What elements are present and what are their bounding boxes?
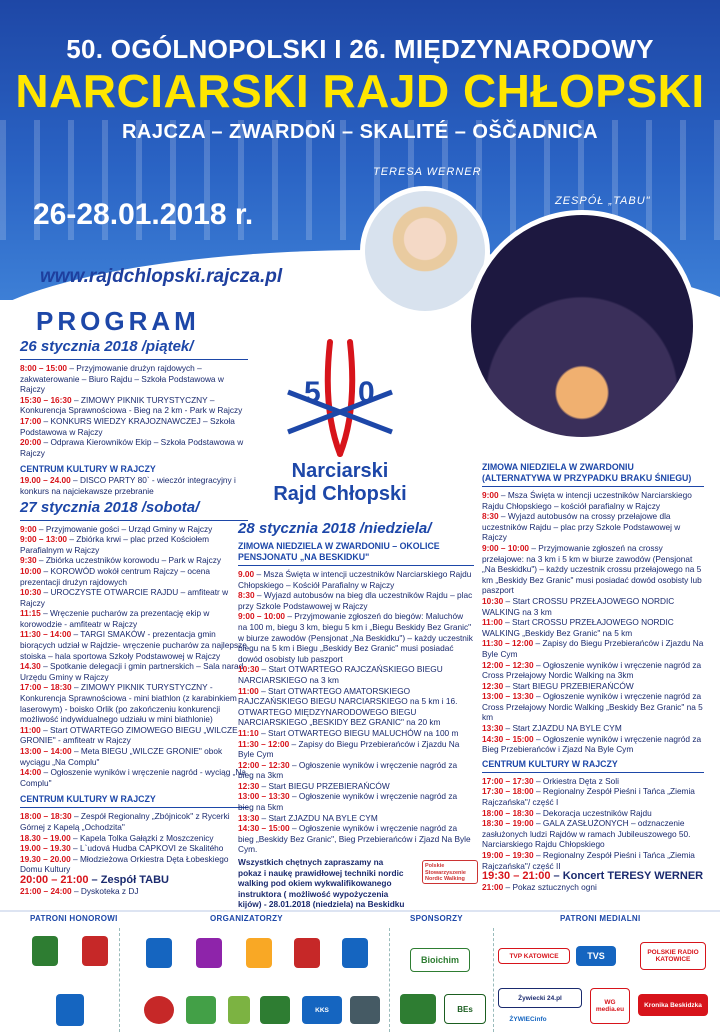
schedule-time: 19:00 – 19:30: [482, 850, 534, 860]
powiat-zywiecki-emblem-icon: [246, 938, 272, 968]
route-line: RAJCZA – ZWARDOŃ – SKALITÉ – OŠČADNICA: [121, 121, 599, 143]
schedule-item: [20, 682, 248, 724]
schedule-text: – Ogłoszenie wyników i wręczenie nagród za Cross Przełajowy Nordic Walking „Beskidy Bez Granic" na 5 km: [482, 691, 703, 723]
tabu-band-photo: [466, 210, 698, 442]
organizers-heading: ORGANIZATORZY: [210, 914, 283, 923]
schedule-time: 12:00 – 12:30: [238, 759, 290, 770]
schedule-item: [482, 596, 704, 617]
tvp-katowice-logo: TVP KATOWICE: [498, 948, 570, 964]
schedule-item: [482, 511, 704, 543]
schedule-item: [20, 725, 248, 746]
organizer-badge-icon: [144, 996, 174, 1024]
teresa-label: TERESA WERNER: [373, 166, 482, 178]
schedule-time: 19.00 – 19.30: [20, 843, 71, 854]
schedule-text: – UROCZYSTE OTWARCIE RAJDU – amfiteatr w Rajczy: [20, 587, 229, 608]
schedule-text: – Meta BIEGU „WILCZE GRONIE" obok wyciągu „Na Complu": [20, 746, 223, 767]
schedule-text: – Regionalny Zespół Pieśni i Tańca „Ziemia Rajczańska"/ część II: [482, 850, 695, 871]
schedule-text: – L`udová Hudba CAPKOVI ze Skalitého: [70, 843, 224, 854]
gok-logo-icon: [196, 938, 222, 968]
schedule-time: 9:30: [20, 555, 37, 566]
schedule-item: [20, 566, 248, 587]
schedule-time: 9:00: [20, 523, 37, 534]
schedule-time: 9:00: [482, 490, 499, 500]
schedule-text: – Ogłoszenie wyników i wręczenie nagród za bieg „Beskidy Bez Granic", Bieg Przebierańców i Zjazd Na Byle Cym.: [238, 823, 471, 855]
zywiecki24-logo: Żywiecki 24.pl: [498, 988, 582, 1008]
schedule-item: [482, 490, 704, 511]
schedule-time: 18.30 – 19.00: [20, 832, 71, 843]
schedule-time: 15:30 – 16:30: [20, 394, 72, 405]
tabu-entry: 20:00 – 21:00 – Zespół TABU: [20, 873, 169, 886]
schedule-text: – Spotkanie delegacji i gmin partnerskich – Sala narad Urzędu Gminy w Rajczy: [20, 661, 244, 682]
schedule-text: – Start OTWARTEGO ZIMOWEGO BIEGU „WILCZE GRONIE" - amfiteatr w Rajczy: [20, 724, 238, 746]
ck-heading-1: CENTRUM KULTURY W RAJCZY: [20, 464, 156, 475]
sodr-logo-icon: [260, 996, 290, 1024]
schedule-time: 14.30: [20, 661, 41, 672]
schedule-text: – Wyjazd autobusów na bieg dla uczestników Rajdu – plac przy Szkole Podstawowej w Rajczy: [238, 590, 473, 611]
schedule-time: 9:00 – 13:00: [20, 534, 68, 545]
logo-digit-5: 5: [304, 376, 321, 409]
schedule-text: – GALA ZASŁUŻONYCH – odznaczenie zasłużonych ludzi Rajdów w ramach Jubileuszowego 50. Narciarskiego Rajdu Chłopskiego: [482, 818, 691, 850]
day-friday: 26 stycznia 2018 /piątek/: [20, 338, 194, 355]
schedule-text: – Start OTWARTEGO BIEGU MALUCHÓW na 100 m: [258, 727, 459, 738]
schedule-item: [20, 395, 248, 416]
day-saturday: 27 stycznia 2018 /sobota/: [20, 498, 200, 516]
schedule-time: 13:00 – 14:00: [20, 746, 72, 756]
schedule-item: [238, 728, 474, 739]
schedule-text: – ZIMOWY PIKNIK TURYSTYCZNY – Konkurencja Sprawnościowa - Bieg na 2 km - Park w Rajczy: [20, 394, 243, 416]
teresa-concert-entry: 19:30 – 21:00 – Koncert TERESY WERNER: [482, 870, 704, 883]
event-date: 26-28.01.2018 r.: [33, 198, 254, 231]
schedule-text: – Przyjmowanie zgłoszeń na crossy przełajowe: na 3 km i 5 km w biurze zawodów (Pensjonat „Na Beskidku") – każdy uczestnik crossu przełajowego na 5 km „Beskidy Bez Granic" musi posiadać dowód osobisty lub paszport: [482, 542, 702, 596]
schedule-text: – ZIMOWY PIKNIK TURYSTYCZNY - Konkurencja Sprawnościowa - mini biathlon (z karabinkiem laserowym) - boisko Orlik (po zakończeniu konkurencji możliwość indywidualnego udziału w mini biathlonie): [20, 682, 237, 725]
schedule-time: 11:00: [482, 617, 503, 628]
sponsors-heading: SPONSORZY: [410, 914, 463, 923]
schedule-item: [20, 854, 248, 875]
schedule-item: [482, 723, 704, 734]
schedule-text: – Młodzieżowa Orkiestra Dęta Łobeskiego Domu Kultury: [20, 853, 229, 875]
oscadnica-emblem-icon: [342, 938, 368, 968]
schedule-text: – Ogłoszenie wyników i wręczenie nagród za bieg na 3km: [238, 759, 458, 781]
fireworks-entry: 21:00 – Pokaz sztucznych ogni: [482, 881, 597, 892]
schedule-time: 10:30: [482, 595, 504, 606]
alternative-heading: ZIMOWA NIEDZIELA W ZWARDONIU (ALTERNATYWA W PRZYPADKU BRAKU ŚNIEGU): [482, 462, 692, 483]
schedule-text: – Przyjmowanie gości – Urząd Gminy w Rajczy: [36, 523, 213, 534]
schedule-item: [238, 611, 474, 664]
schedule-time: 18:00 – 18:30: [482, 807, 534, 818]
schedule-text: – Start ZJAZDU NA BYLE CYM: [503, 723, 622, 734]
schedule-item: [20, 555, 248, 566]
schedule-text: – Zapisy do Biegu Przebierańców i Zjazdu Na Byle Cym: [238, 738, 460, 760]
schedule-item: [20, 843, 248, 854]
schedule-item: [238, 823, 474, 855]
bes-logo: BEs: [444, 994, 486, 1024]
schedule-time: 17:00 – 17:30: [482, 775, 534, 786]
program-column-3: [482, 462, 704, 892]
schedule-time: 8:30: [482, 511, 499, 522]
schedule-item: [482, 681, 704, 692]
schedule-item: [20, 363, 248, 395]
logo-line-2: Rajd Chłopski: [273, 483, 407, 505]
schedule-text: – Ogłoszenie wyników i wręczenie nagród - wyciąg „Na Complu": [20, 767, 246, 788]
schedule-time: 12:30: [482, 680, 504, 691]
agency-logo-icon: [186, 996, 216, 1024]
schedule-text: – Przyjmowanie zgłoszeń do biegów: Maluchów na 100 m, biegu 3 km, biegu 5 km i „Biegu Beskidy Bez Granic" w biurze zawodów (Pensjonat „Na Beskidku") – każdy uczestnik biegu na 5 km i Biegu „Beskidy Bez Granic" musi posiadać dowód osobisty lub paszport: [238, 611, 473, 664]
schedule-item: [482, 691, 704, 723]
tabu-label: ZESPÓŁ „TABU": [555, 195, 651, 207]
rajd-50-logo: [282, 338, 398, 458]
schedule-item: [20, 746, 248, 767]
dj-entry: 21:00 – 24:00 – Dyskoteka z DJ: [20, 885, 139, 896]
schedule-text: – Orkiestra Dęta z Soli: [533, 775, 619, 786]
schedule-text: – Regionalny Zespół Pieśni i Tańca „Ziemia Rajczańska"/ część I: [482, 786, 695, 808]
program-column-1: [20, 336, 248, 896]
schedule-time: 17:00 – 18:30: [20, 682, 72, 693]
media-patrons-heading: PATRONI MEDIALNI: [560, 914, 641, 923]
schedule-item: [482, 638, 704, 659]
schedule-time: 10:30: [20, 587, 42, 598]
schedule-time: 14:30 – 15:00: [238, 823, 290, 834]
kks-logo-icon: KKS: [302, 996, 342, 1024]
schedule-item: [20, 767, 248, 788]
schedule-item: [238, 686, 474, 728]
schedule-text: – Ogłoszenie wyników i wręczenie nagród za Cross Przełajowy Nordic Walking na 3km: [482, 659, 702, 681]
schedule-item: [482, 543, 704, 596]
schedule-time: 13:00 – 13:30: [238, 791, 290, 802]
bioichim-logo: Bioichim: [410, 948, 470, 972]
bank-logo-icon: [400, 994, 436, 1024]
schedule-time: 13:00 – 13:30: [482, 691, 534, 702]
headline-1: 50. OGÓLNOPOLSKI I 26. MIĘDZYNARODOWY: [66, 34, 654, 64]
schedule-text: – Zapisy do Biegu Przebierańców i Zjazdu Na Byle Cym: [482, 638, 704, 659]
ck-heading-2: CENTRUM KULTURY W RAJCZY: [20, 794, 156, 805]
schedule-time: 19.00 – 24.00: [20, 475, 71, 486]
schedule-text: – Start CROSSU PRZEŁAJOWEGO NORDIC WALKING na 3 km: [482, 595, 675, 617]
schedule-item: [482, 850, 704, 871]
sponsors-footer: [0, 910, 720, 1035]
schedule-item: [238, 739, 474, 760]
sunday-subtitle: ZIMOWA NIEDZIELA W ZWARDONIU – OKOLICE PENSJONATU „NA BESKIDKU": [238, 541, 440, 562]
schedule-time: 11:30 – 12:00: [238, 738, 290, 749]
schedule-text: – KOROWÓD wokół centrum Rajczy – ocena prezentacji drużyn rajdowych: [20, 565, 210, 587]
polskie-radio-logo: POLSKIE RADIO KATOWICE: [640, 942, 706, 970]
schedule-item: [238, 590, 474, 611]
schedule-text: – Ogłoszenie wyników i wręczenie nagród za Bieg Przebierańców i Zjazd Na Byle Cym: [482, 733, 702, 755]
schedule-time: 11:30 – 12:00: [482, 638, 534, 649]
schedule-time: 11:30 – 14:00: [20, 629, 72, 640]
schedule-time: 14:00: [20, 767, 42, 778]
schedule-item: [20, 524, 248, 535]
schedule-time: 17:30 – 18:00: [482, 786, 534, 797]
schedule-item: [238, 664, 474, 685]
schedule-item: [238, 569, 474, 590]
schedule-item: [20, 437, 248, 458]
schedule-item: [482, 786, 704, 807]
schedule-item: [20, 534, 248, 555]
day-sunday: 28 stycznia 2018 /niedziela/: [238, 520, 432, 537]
silesia-emblem-icon: [56, 994, 84, 1026]
schedule-item: [20, 416, 248, 437]
schedule-item: [238, 791, 474, 812]
nordic-walking-logo: Polskie Stowarzyszenie Nordic Walking: [422, 860, 478, 884]
schedule-text: – Start CROSSU PRZEŁAJOWEGO NORDIC WALKING „Beskidy Bez Granic" na 5 km: [482, 617, 674, 638]
schedule-time: 8:30: [238, 590, 255, 601]
schedule-time: 20:00: [20, 437, 42, 448]
schedule-item: [20, 629, 248, 661]
schedule-time: 11:10: [238, 727, 259, 738]
schedule-text: – Start ZJAZDU NA BYLE CYM: [259, 812, 378, 823]
logo-digit-0: 0: [358, 376, 375, 409]
schedule-time: 19.30 – 20.00: [20, 853, 71, 864]
schedule-item: [482, 660, 704, 681]
schedule-text: – KONKURS WIEDZY KRAJOZNAWCZEJ – Szkoła Podstawowa w Rajczy: [20, 415, 235, 437]
schedule-time: 9:00 – 10:00: [238, 611, 286, 622]
schedule-item: [482, 734, 704, 755]
schedule-item: [238, 760, 474, 781]
schedule-time: 10:00: [20, 565, 42, 576]
schedule-text: – Wyjazd autobusów na crossy przełajowe dla uczestników Rajdu – plac przy Szkole Podstawowej w Rajczy: [482, 511, 681, 543]
schedule-time: 11:15: [20, 608, 41, 619]
schedule-item: [20, 811, 248, 832]
honorary-patrons-heading: PATRONI HONOROWI: [30, 914, 118, 923]
kr-logo-icon: [228, 996, 250, 1024]
schedule-text: – Odprawa Kierowników Ekip – Szkoła Podstawowa w Rajczy: [20, 437, 244, 458]
program-column-2: [238, 518, 474, 910]
schedule-text: – Zbiórka krwi – plac przed Kościołem Parafialnym w Rajczy: [20, 534, 210, 555]
schedule-text: – Msza Święta w intencji uczestników Narciarskiego Rajdu Chłopskiego – Kościół Parafialny w Rajczy: [238, 569, 472, 590]
schedule-text: – Msza Święta w intencji uczestników Narciarskiego Rajdu Chłopskiego – kościół parafialny w Rajczy: [482, 490, 692, 511]
rajcza-emblem-icon: [146, 938, 172, 968]
tvs-logo: TVS: [576, 946, 616, 966]
schedule-text: – Wręczenie pucharów za prezentację ekip w korowodzie - amfiteatr w Rajczy: [20, 608, 210, 629]
schedule-item: [20, 833, 248, 844]
program-title: PROGRAM: [36, 306, 200, 336]
schedule-item: [482, 808, 704, 819]
logo-line-1: Narciarski: [291, 460, 389, 482]
schedule-item: [482, 776, 704, 787]
schedule-text: – TARGI SMAKÓW - prezentacja gmin biorących udział w Rajdzie- wręczenie pucharów za najlepsze stoiska – hala sportowa Szkoły Podstawowej w Rajczy: [20, 629, 247, 661]
schedule-item: [20, 608, 248, 629]
schedule-text: – Start OTWARTEGO RAJCZAŃSKIEGO BIEGU NARCIARSKIEGO na 3 km: [238, 664, 443, 685]
zywiec-county-emblem-icon: [82, 936, 108, 966]
schedule-time: 8:00 – 15:00: [20, 363, 68, 373]
logo-text: [248, 460, 432, 506]
culture-institute-logo-icon: [350, 996, 380, 1024]
schedule-time: 12:30: [238, 780, 260, 791]
schedule-text: – Przyjmowanie drużyn rajdowych – zakwaterowanie – Biuro Rajdu – Szkoła Podstawowa w Rajczy: [20, 363, 224, 395]
schedule-time: 12:00 – 12:30: [482, 659, 534, 670]
nordic-walking-note: Wszystkich chętnych zapraszamy na pokaz i naukę prawidłowej techniki nordic walking pod okiem wykwalifikowanego instruktora ( możliwość wypożyczenia kijów) - 28.01.2018 (niedziela) na Beskidku: [238, 857, 405, 910]
website-link[interactable]: www.rajdchlopski.rajcza.pl: [40, 266, 283, 287]
schedule-text: – Kapela Tolka Gałązki z Moszczenicy: [70, 832, 214, 843]
schedule-item: [482, 818, 704, 850]
schedule-text: – Zbiórka uczestników korowodu – Park w Rajczy: [36, 555, 222, 566]
schedule-item: [238, 813, 474, 824]
schedule-text: – Zespół Regionalny „Zbójnicok" z Rycerki Górnej z Kapelą „Ochodzita": [20, 811, 230, 832]
ck-heading-3: CENTRUM KULTURY W RAJCZY: [482, 758, 618, 769]
kronika-beskidzka-logo: Kronika Beskidzka: [638, 994, 708, 1016]
schedule-text: – Start BIEGU PRZEBIERAŃCÓW: [503, 680, 634, 691]
schedule-time: 9.00: [238, 569, 255, 579]
skalite-emblem-icon: [294, 938, 320, 968]
schedule-time: 9:00 – 10:00: [482, 542, 530, 553]
schedule-time: 11:00: [20, 724, 41, 735]
schedule-item: [20, 661, 248, 682]
schedule-text: – Dekoracja uczestników Rajdu: [533, 807, 652, 818]
schedule-time: 17:00: [20, 415, 42, 426]
schedule-text: – DISCO PARTY 80` - wieczór integracyjny i konkurs na najciekawsze przebranie: [20, 475, 236, 496]
ministry-emblem-icon: [32, 936, 58, 966]
schedule-time: 14:30 – 15:00: [482, 733, 534, 744]
schedule-time: 13:30: [482, 723, 504, 734]
schedule-text: – Start BIEGU PRZEBIERAŃCÓW: [259, 780, 390, 791]
schedule-time: 11:00: [238, 685, 259, 696]
schedule-item: [238, 781, 474, 792]
schedule-text: – Ogłoszenie wyników i wręczenie nagród za bieg na 5km: [238, 791, 458, 813]
headline-2: NARCIARSKI RAJD CHŁOPSKI: [15, 65, 705, 117]
schedule-item: [482, 617, 704, 638]
wg-media-logo: WG media.eu: [590, 988, 630, 1024]
schedule-text: – Start OTWARTEGO AMATORSKIEGO RAJCZAŃSKIEGO BIEGU NARCIARSKIEGO na 5 km i 16. OTWARTEGO MIĘDZYNARODOWEGO BIEGU NARCIARSKIEGO „BESKIDY BEZ GRANIC" na 20 km: [238, 685, 458, 728]
schedule-time: 10:30: [238, 664, 260, 675]
schedule-time: 18:00 – 18:30: [20, 811, 72, 822]
schedule-time: 13:30: [238, 812, 260, 823]
schedule-item: [20, 475, 248, 496]
schedule-item: [20, 587, 248, 608]
zywiec-info-logo: ŻYWIECinfo: [498, 1012, 558, 1026]
schedule-time: 18:30 – 19:00: [482, 818, 534, 829]
